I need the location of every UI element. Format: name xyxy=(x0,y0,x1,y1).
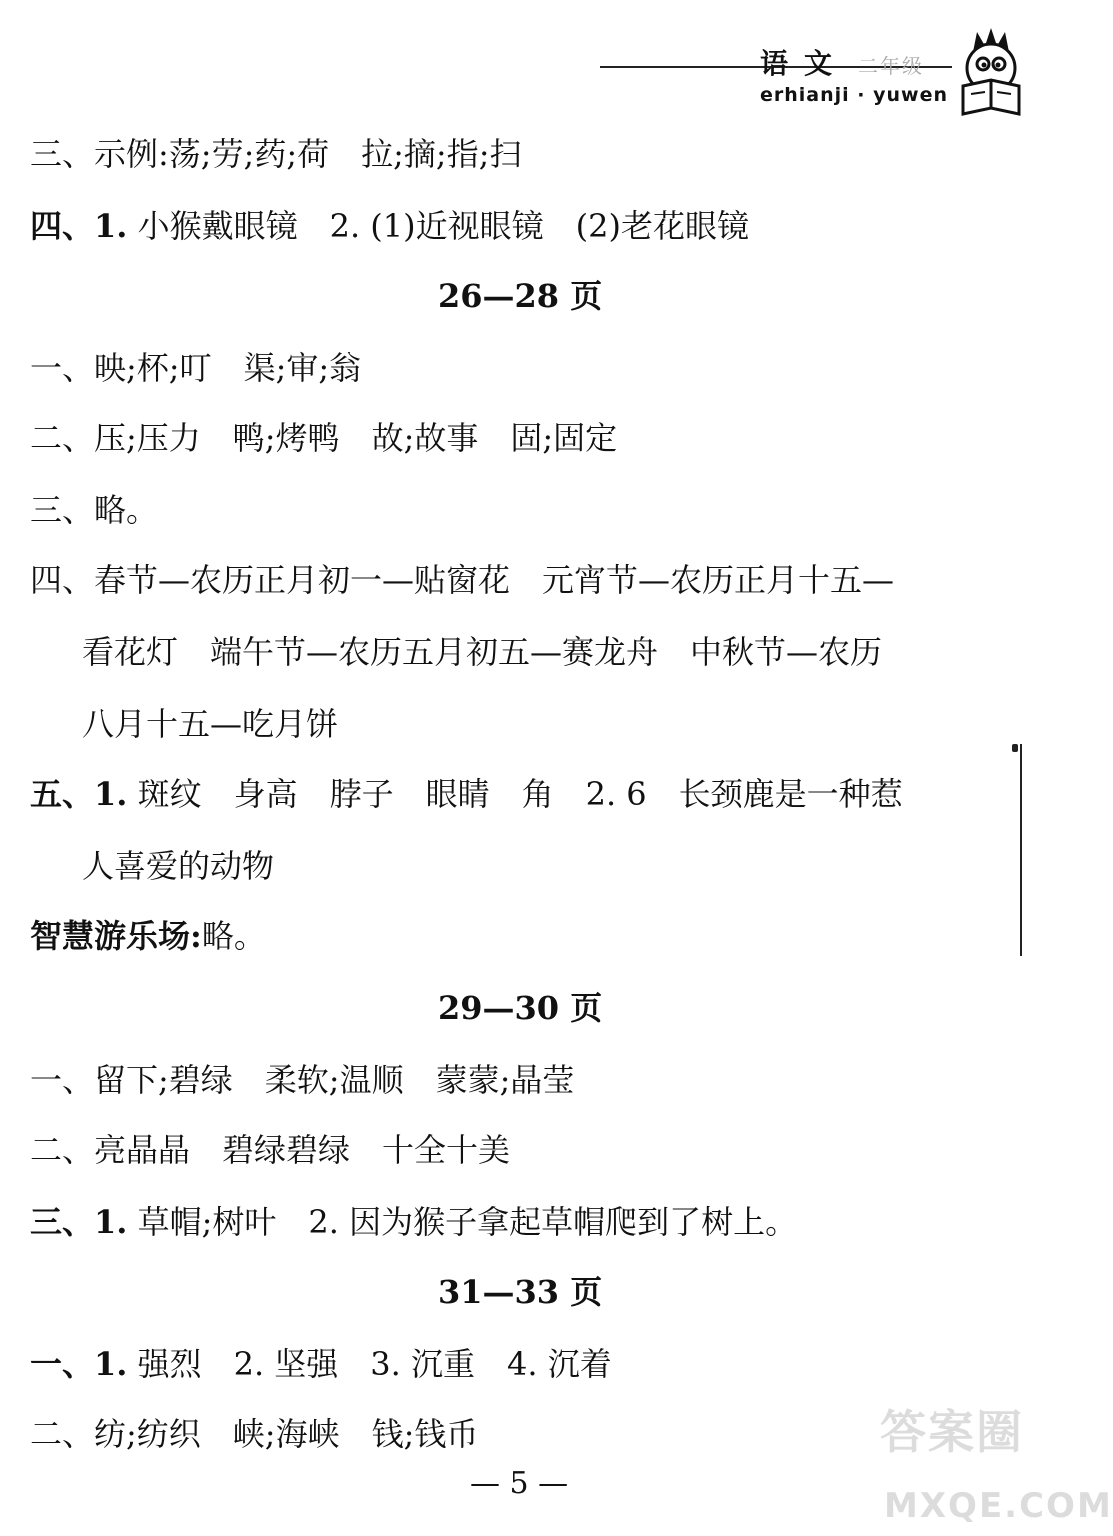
answer-line: 二、亮晶晶 碧绿碧绿 十全十美 xyxy=(30,1131,511,1169)
answer-line xyxy=(30,206,749,246)
answer-line: 人喜爱的动物 xyxy=(82,847,275,885)
page-number: — 5 — xyxy=(470,1466,569,1501)
answer-line xyxy=(30,1202,797,1242)
item-text: 小猴戴眼镜 2. (1)近视眼镜 (2)老花眼镜 xyxy=(127,207,749,245)
margin-mark xyxy=(1012,744,1018,752)
header-pinyin: erhianji · yuwen xyxy=(760,84,948,106)
answer-line: 八月十五—吃月饼 xyxy=(82,705,339,743)
margin-line xyxy=(1020,744,1022,956)
header-subject: 语文 xyxy=(760,47,849,80)
item-text: 斑纹 身高 脖子 眼睛 角 2. 6 长颈鹿是一种惹 xyxy=(127,775,903,813)
answer-line: 二、纺;纺织 峡;海峡 钱;钱币 xyxy=(30,1415,479,1453)
answer-line xyxy=(30,774,903,814)
item-label: 智慧游乐场: xyxy=(30,917,202,955)
answer-line xyxy=(30,916,266,956)
item-label: 四、1. xyxy=(30,207,128,245)
watermark xyxy=(880,1396,1113,1534)
answer-line xyxy=(30,1344,612,1384)
answer-line: 一、留下;碧绿 柔软;温顺 蒙蒙;晶莹 xyxy=(30,1061,575,1099)
item-text: 略。 xyxy=(201,917,266,955)
reading-mascot-icon xyxy=(955,22,1027,118)
watermark-domain: MXQE.COM xyxy=(884,1486,1113,1526)
header-grade: 二年级 xyxy=(858,54,924,78)
answer-line: 四、春节—农历正月初一—贴窗花 元宵节—农历正月十五— xyxy=(30,561,895,599)
item-text: 草帽;树叶 2. 因为猴子拿起草帽爬到了树上。 xyxy=(127,1203,798,1241)
answer-line: 二、压;压力 鸭;烤鸭 故;故事 固;固定 xyxy=(30,419,618,457)
section-heading: 29—30 页 xyxy=(438,989,603,1027)
answer-line: 看花灯 端午节—农历五月初五—赛龙舟 中秋节—农历 xyxy=(82,633,883,671)
item-label: 五、1. xyxy=(30,775,128,813)
section-heading: 26—28 页 xyxy=(438,277,603,315)
answer-line: 三、略。 xyxy=(30,491,159,529)
answer-line: 三、示例:荡;劳;药;荷 拉;摘;指;扫 xyxy=(30,135,522,173)
answer-line: 一、映;杯;叮 渠;审;翁 xyxy=(30,349,362,387)
section-heading: 31—33 页 xyxy=(438,1273,603,1311)
watermark-logo-text: 答案圈 xyxy=(880,1405,1024,1459)
item-text: 强烈 2. 坚强 3. 沉重 4. 沉着 xyxy=(127,1345,612,1383)
item-label: 一、1. xyxy=(30,1345,128,1383)
item-label: 三、1. xyxy=(30,1203,128,1241)
